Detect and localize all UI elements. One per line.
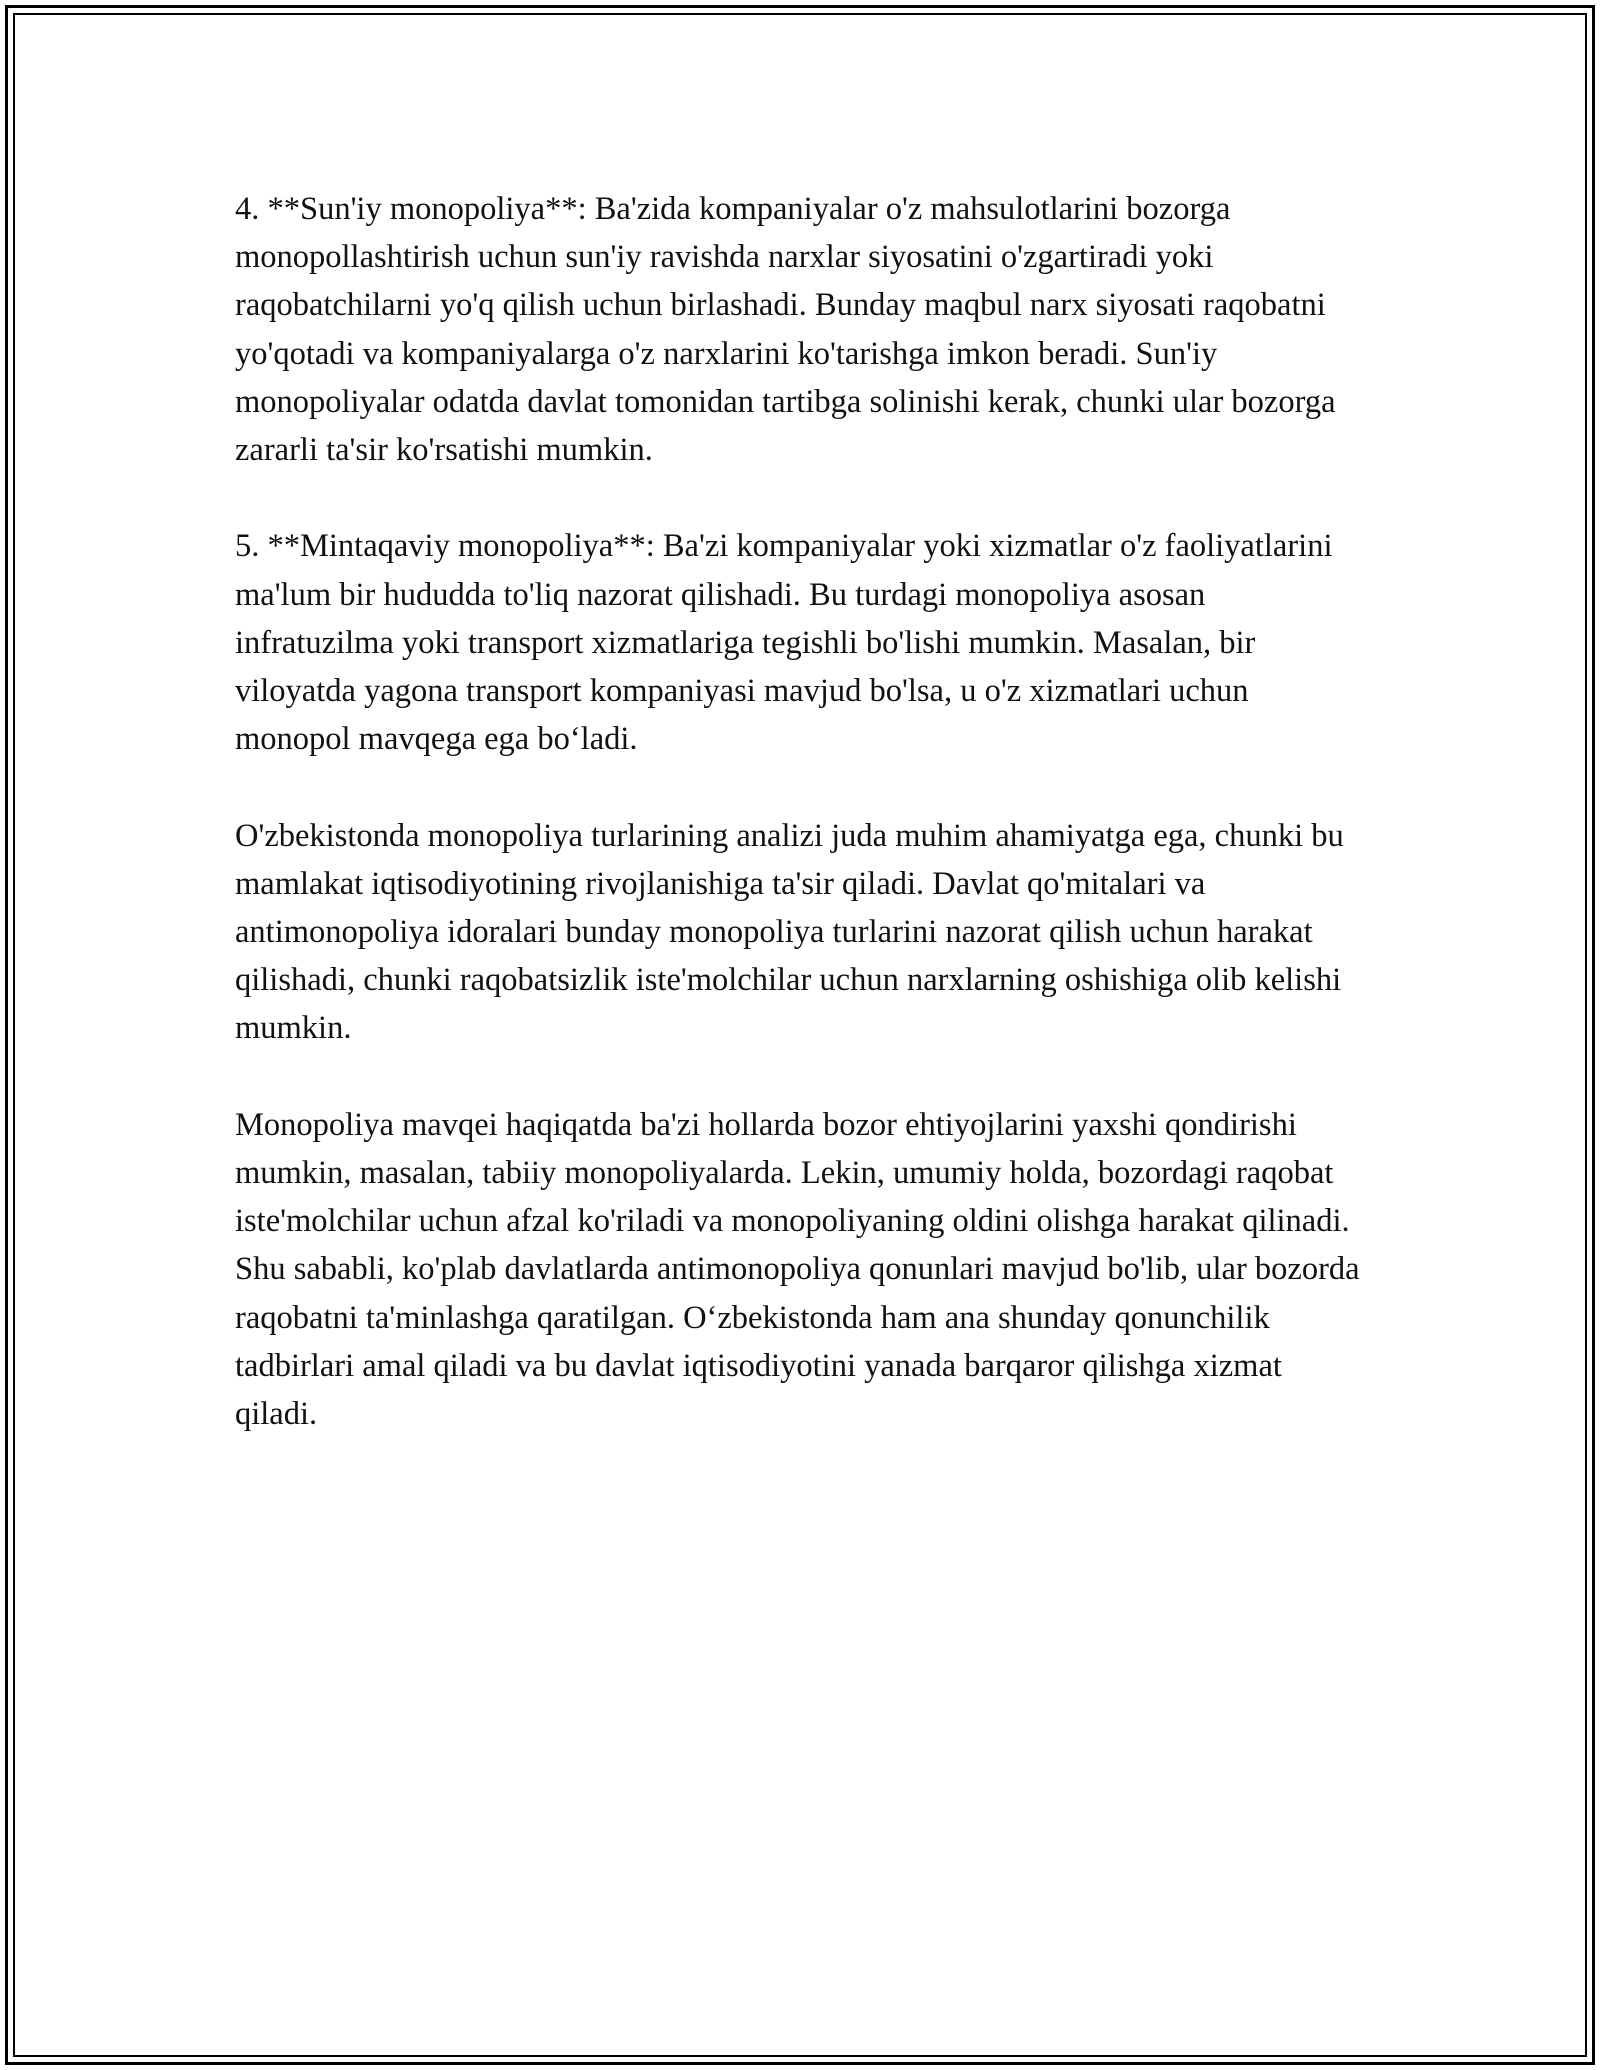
paragraph-conclusion: Monopoliya mavqei haqiqatda ba'zi hollarda bozor ehtiyojlarini yaxshi qondirishi mumkin, masalan, tabiiy monopoliyalarda. Lekin, umumiy holda, bozordagi raqobat iste'molchilar uchun afzal ko'riladi va monopoliyaning oldini olishga harakat qilinadi. Shu sababli, ko'plab davlatlarda antimonopoliya qonunlari mavjud bo'lib, ular bozorda raqobatni ta'minlashga qaratilgan. O‘zbekistonda ham ana shunday qonunchilik tadbirlari amal qiladi va bu davlat iqtisodiyotini yanada barqaror qilishga xizmat qiladi. [235,1106,1360,1433]
paragraph-uzbekistan-analysis: O'zbekistonda monopoliya turlarining analizi juda muhim ahamiyatga ega, chunki bu mamlakat iqtisodiyotining rivojlanishiga ta'sir qiladi. Davlat qo'mitalari va antimonopoliya idoralari bunday monopoliya turlarini nazorat qilish uchun harakat qilishadi, chunki raqobatsizlik iste'molchilar uchun narxlarning oshishiga olib kelishi mumkin. [235,817,1344,1047]
paragraph-regional-monopoly: 5. **Mintaqaviy monopoliya**: Ba'zi kompaniyalar yoki xizmatlar o'z faoliyatlarini ma'lum bir hududda to'liq nazorat qilishadi. Bu turdagi monopoliya asosan infratuzilma yoki transport xizmatlariga tegishli bo'lishi mumkin. Masalan, bir viloyatda yagona transport kompaniyasi mavjud bo'lsa, u o'z xizmatlari uchun monopol mavqega ega bo‘ladi. [235,528,1333,758]
document-body [235,185,1370,1486]
paragraph-artificial-monopoly: 4. **Sun'iy monopoliya**: Ba'zida kompaniyalar o'z mahsulotlarini bozorga monopollashtirish uchun sun'iy ravishda narxlar siyosatini o'zgartiradi yoki raqobatchilarni yo'q qilish uchun birlashadi. Bunday maqbul narx siyosati raqobatni yo'qotadi va kompaniyalarga o'z narxlarini ko'tarishga imkon beradi. Sun'iy monopoliyalar odatda davlat tomonidan tartibga solinishi kerak, chunki ular bozorga zararli ta'sir ko'rsatishi mumkin. [235,191,1336,469]
